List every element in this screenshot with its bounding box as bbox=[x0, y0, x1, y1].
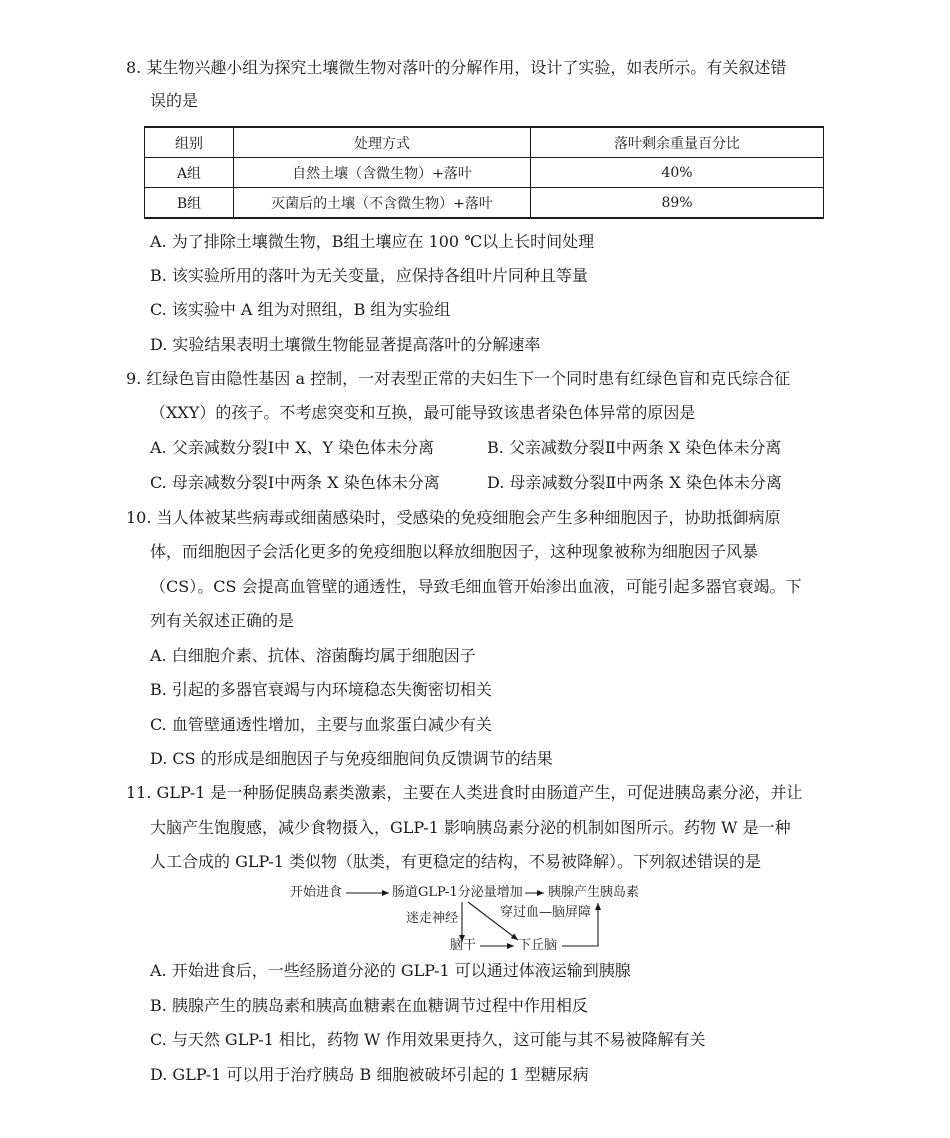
q8-experiment-table bbox=[144, 126, 824, 219]
q9-option-c: C. 母亲减数分裂Ⅰ中两条 X 染色体未分离 bbox=[150, 473, 440, 492]
q10-option-c: C. 血管壁通透性增加，主要与血浆蛋白减少有关 bbox=[150, 715, 492, 734]
table-cell: 自然土壤（含微生物）+落叶 bbox=[234, 158, 531, 188]
q11-option-d: D. GLP-1 可以用于治疗胰岛 B 细胞被破坏引起的 1 型糖尿病 bbox=[150, 1065, 589, 1084]
table-cell: A组 bbox=[145, 158, 234, 188]
q10-stem-line-4: 列有关叙述正确的是 bbox=[150, 611, 295, 630]
q11-stem-line-3: 人工合成的 GLP-1 类似物（肽类，有更稳定的结构，不易被降解）。下列叙述错误的是 bbox=[150, 852, 762, 871]
diagram-label-bbb: 穿过血—脑屏障 bbox=[500, 905, 592, 920]
table-header-row bbox=[145, 127, 824, 158]
table-cell: B组 bbox=[145, 188, 234, 219]
diagram-label-start: 开始进食 bbox=[290, 885, 343, 900]
table-header-treatment: 处理方式 bbox=[234, 127, 531, 158]
q10-option-b: B. 引起的多器官衰竭与内环境稳态失衡密切相关 bbox=[150, 680, 492, 699]
q10-stem-line-2: 体，而细胞因子会活化更多的免疫细胞以释放细胞因子，这种现象被称为细胞因子风暴 bbox=[150, 542, 759, 561]
q8-stem-line-2: 误的是 bbox=[150, 91, 199, 110]
q8-stem-line-1: 8. 某生物兴趣小组为探究土壤微生物对落叶的分解作用，设计了实验，如表所示。有关叙述错 bbox=[126, 58, 787, 77]
table-cell: 40% bbox=[531, 158, 824, 188]
q8-option-d: D. 实验结果表明土壤微生物能显著提高落叶的分解速率 bbox=[150, 335, 541, 354]
q11-option-c: C. 与天然 GLP-1 相比，药物 W 作用效果更持久，这可能与其不易被降解有关 bbox=[150, 1030, 706, 1049]
q8-option-c: C. 该实验中 A 组为对照组，B 组为实验组 bbox=[150, 300, 451, 319]
q10-option-d: D. CS 的形成是细胞因子与免疫细胞间负反馈调节的结果 bbox=[150, 749, 553, 768]
diagram-label-hypothalamus: 下丘脑 bbox=[518, 938, 558, 953]
q11-option-a: A. 开始进食后，一些经肠道分泌的 GLP-1 可以通过体液运输到胰腺 bbox=[150, 961, 631, 980]
diagram-label-pancreas: 胰腺产生胰岛素 bbox=[548, 885, 640, 900]
q9-option-b: B. 父亲减数分裂Ⅱ中两条 X 染色体未分离 bbox=[487, 438, 782, 457]
diagram-label-vagus: 迷走神经 bbox=[406, 911, 459, 926]
q10-stem-line-3: （CS）。CS 会提高血管壁的通透性，导致毛细血管开始渗出血液，可能引起多器官衰竭。下 bbox=[150, 577, 802, 596]
table-row bbox=[145, 158, 824, 188]
q11-stem-line-2: 大脑产生饱腹感，减少食物摄入，GLP-1 影响胰岛素分泌的机制如图所示。药物 W 是一种 bbox=[150, 818, 791, 837]
table-cell: 灭菌后的土壤（不含微生物）+落叶 bbox=[234, 188, 531, 219]
table-header-group: 组别 bbox=[145, 127, 234, 158]
q11-option-b: B. 胰腺产生的胰岛素和胰高血糖素在血糖调节过程中作用相反 bbox=[150, 996, 588, 1015]
q10-option-a: A. 白细胞介素、抗体、溶菌酶均属于细胞因子 bbox=[150, 646, 476, 665]
glp1-mechanism-diagram bbox=[290, 880, 670, 956]
diagram-label-brainstem: 脑干 bbox=[450, 938, 477, 953]
table-header-remaining-weight: 落叶剩余重量百分比 bbox=[531, 127, 824, 158]
q11-stem-line-1: 11. GLP-1 是一种肠促胰岛素类激素，主要在人类进食时由肠道产生，可促进胰岛素分泌，并让 bbox=[126, 783, 803, 802]
q8-option-a: A. 为了排除土壤微生物，B组土壤应在 100 ℃以上长时间处理 bbox=[150, 232, 595, 251]
table-cell: 89% bbox=[531, 188, 824, 219]
q9-stem-line-2: （XXY）的孩子。不考虑突变和互换，最可能导致该患者染色体异常的原因是 bbox=[150, 403, 696, 422]
diagram-label-gut: 肠道GLP-1分泌量增加 bbox=[392, 885, 523, 900]
q9-option-a: A. 父亲减数分裂Ⅰ中 X、Y 染色体未分离 bbox=[150, 438, 435, 457]
q8-option-b: B. 该实验所用的落叶为无关变量，应保持各组叶片同种且等量 bbox=[150, 266, 588, 285]
q9-stem-line-1: 9. 红绿色盲由隐性基因 a 控制，一对表型正常的夫妇生下一个同时患有红绿色盲和克氏综合征 bbox=[126, 369, 791, 388]
table-row bbox=[145, 188, 824, 219]
q10-stem-line-1: 10. 当人体被某些病毒或细菌感染时，受感染的免疫细胞会产生多种细胞因子，协助抵御病原 bbox=[126, 508, 781, 527]
q9-option-d: D. 母亲减数分裂Ⅱ中两条 X 染色体未分离 bbox=[487, 473, 782, 492]
